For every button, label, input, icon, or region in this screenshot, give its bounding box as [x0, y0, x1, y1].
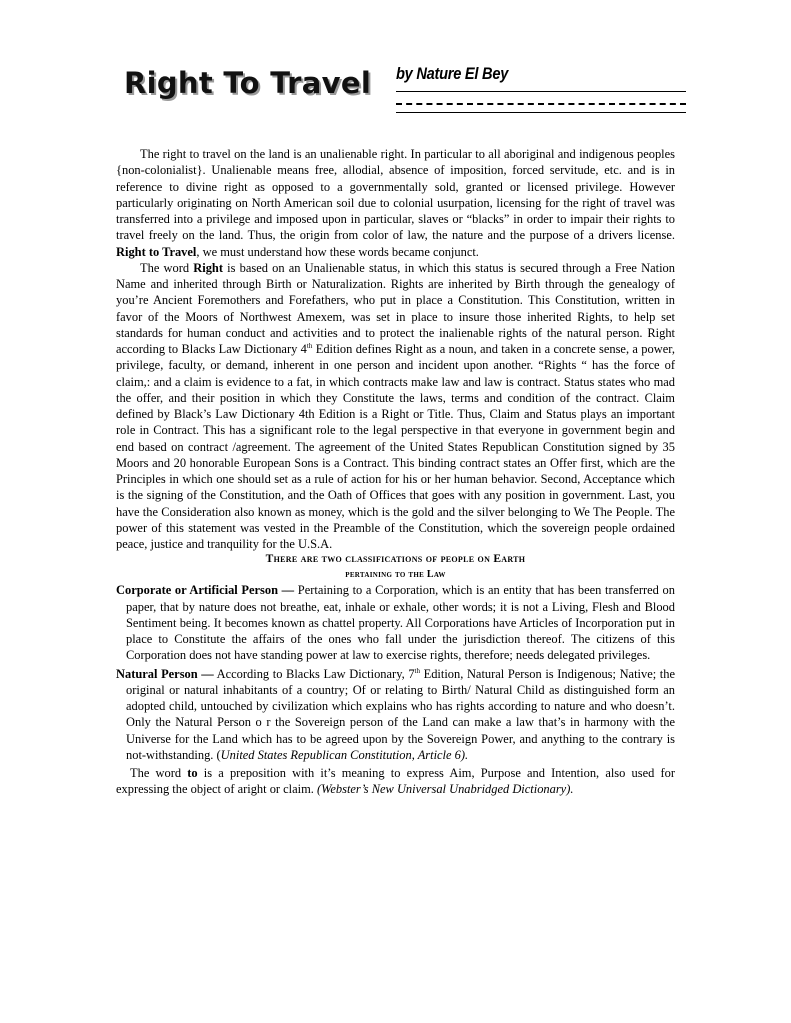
citation: (Webster’s New Universal Unabridged Dictionary).: [317, 782, 574, 797]
title-block: [124, 62, 694, 122]
citation: United States Republican Constitution, Article 6).: [220, 747, 469, 762]
section-heading: There are two classifications of people on Earth: [265, 553, 526, 566]
superscript: th: [306, 341, 313, 350]
title-rule-bottom: [396, 112, 686, 113]
definition-text: Edition, Natural Person is Indigenous; Native; the original or natural inhabitants of a country; Of or relating to Birth/ Natural Child as distinguished form an adopted child, untouched by civilization which explains who has rights according to nature and who doesn’t. Only the Natural Person o r the Sovereign person of the Land can make a law that’s in harmony with the Universe for the Land which has to be agreed upon by the Sovereign Power, and anything to the contrary is not-withstanding. (: [126, 666, 675, 762]
superscript: th: [414, 666, 420, 675]
paragraph-right-definition: [116, 260, 675, 553]
paragraph-text: , we must understand how these words became conjunct.: [196, 244, 479, 259]
definition-corporate-person: [116, 582, 675, 663]
bold-term: Right to Travel: [116, 244, 197, 259]
title-dashed-rule: [396, 103, 686, 105]
bold-term: Right: [193, 260, 223, 275]
definition-term: Natural Person —: [116, 666, 214, 681]
paragraph-text: Edition defines Right as a noun, and taken in a concrete sense, a power, privilege, faculty, or demand, inherent in one person and incident upon another. “Rights “ has the force of claim,: and a claim is evidence to a fat, in which contracts make law and law is contract. Status states who mad the offer, and their position in which they Constitute the laws, terms and condition of the contract. Claim defined by Black’s Law Dictionary 4th Edition is a Right or Title. Thus, Claim and Status plays an important role in Contract. This has a significant role to the legal perspective in that everyone in government begin and end based on contract /agreement. The agreement of the United States Republican Constitution signed by 35 Moors and 20 honorable European Sons is a Contract. This binding contract states an Offer first, which are the Principles in which one should set as a rule of action for his or her human behavior. Second, Acceptance which is the signing of the Constitution, and the Oath of Offices that goes with any position in government. Last, you have the Consideration also known as money, which is the gold and the silver belonging to We The People. The power of this statement was vested in the Preamble of the Constitution, which the sovereign people ordained peace, justice and tranquility for the U.S.A.: [116, 342, 675, 551]
paragraph-text: is a preposition with it’s meaning to express Aim, Purpose and Intention, also used for expressing the object of aright or claim.: [116, 766, 675, 797]
paragraph-text: The word: [140, 260, 194, 275]
paragraph-text: The right to travel on the land is an unalienable right. In particular to all aboriginal and indigenous peoples {non-colonialist}. Unalienable means free, allodial, absence of imposition, forced servitude, etc. and is in reference to divine right as opposed to a governmentally sold, granted or licensed privilege. However particularly originating on North American soil due to colonial usurpation, licensing for the right of travel was transferred into a privilege and imposed upon in particular, slaves or “blacks” in order to impair their rights to travel freely on the land. Thus, the origin from color of law, the nature and the purpose of a drivers license.: [116, 147, 675, 243]
bold-term: to: [187, 766, 198, 780]
author-byline: by Nature El Bey: [396, 64, 509, 83]
paragraph-text: is based on an Unalienable status, in which this status is secured through a Free Nation Name and inherited through Birth or Naturalization. Rights are inherited by Birth through the genealogy of you’re Ancient Foremothers and Forefathers, who put in place a Constitution. This Constitution, written in favor of the Moors of Northwest Amexem, was set in place to insure those inherited Rights, to help set standards for human conduct and activities and to protect the inalienable rights of the natural person. Right according to Blacks Law Dictionary 4: [116, 260, 675, 356]
paragraph-word-to: [116, 765, 675, 798]
definition-term: Corporate or Artificial Person —: [116, 583, 295, 598]
paragraph-text: The word: [130, 766, 188, 780]
paragraph-right-to-travel: [116, 146, 675, 260]
document-body: [116, 146, 675, 798]
definition-text: Pertaining to a Corporation, which is an entity that has been transferred on paper, that by nature does not breathe, eat, inhale or exhale, other words; it is not a Living, Flesh and Blood Sentiment being. It becomes known as chattel property. All Corporations have Articles of Incorporation put in place to Constitute the affairs of the ones who fall under the jurisdiction thereof. The citizens of this Corporation does not have standing power at law to exercise rights, therefore; needs delegated privileges.: [126, 583, 675, 663]
title-rule: [396, 91, 686, 92]
document-title: Right To Travel: [124, 66, 372, 100]
section-subheading: pertaining to the Law: [345, 569, 446, 581]
definition-natural-person: [116, 666, 675, 764]
definition-text: According to Blacks Law Dictionary, 7: [213, 666, 415, 681]
